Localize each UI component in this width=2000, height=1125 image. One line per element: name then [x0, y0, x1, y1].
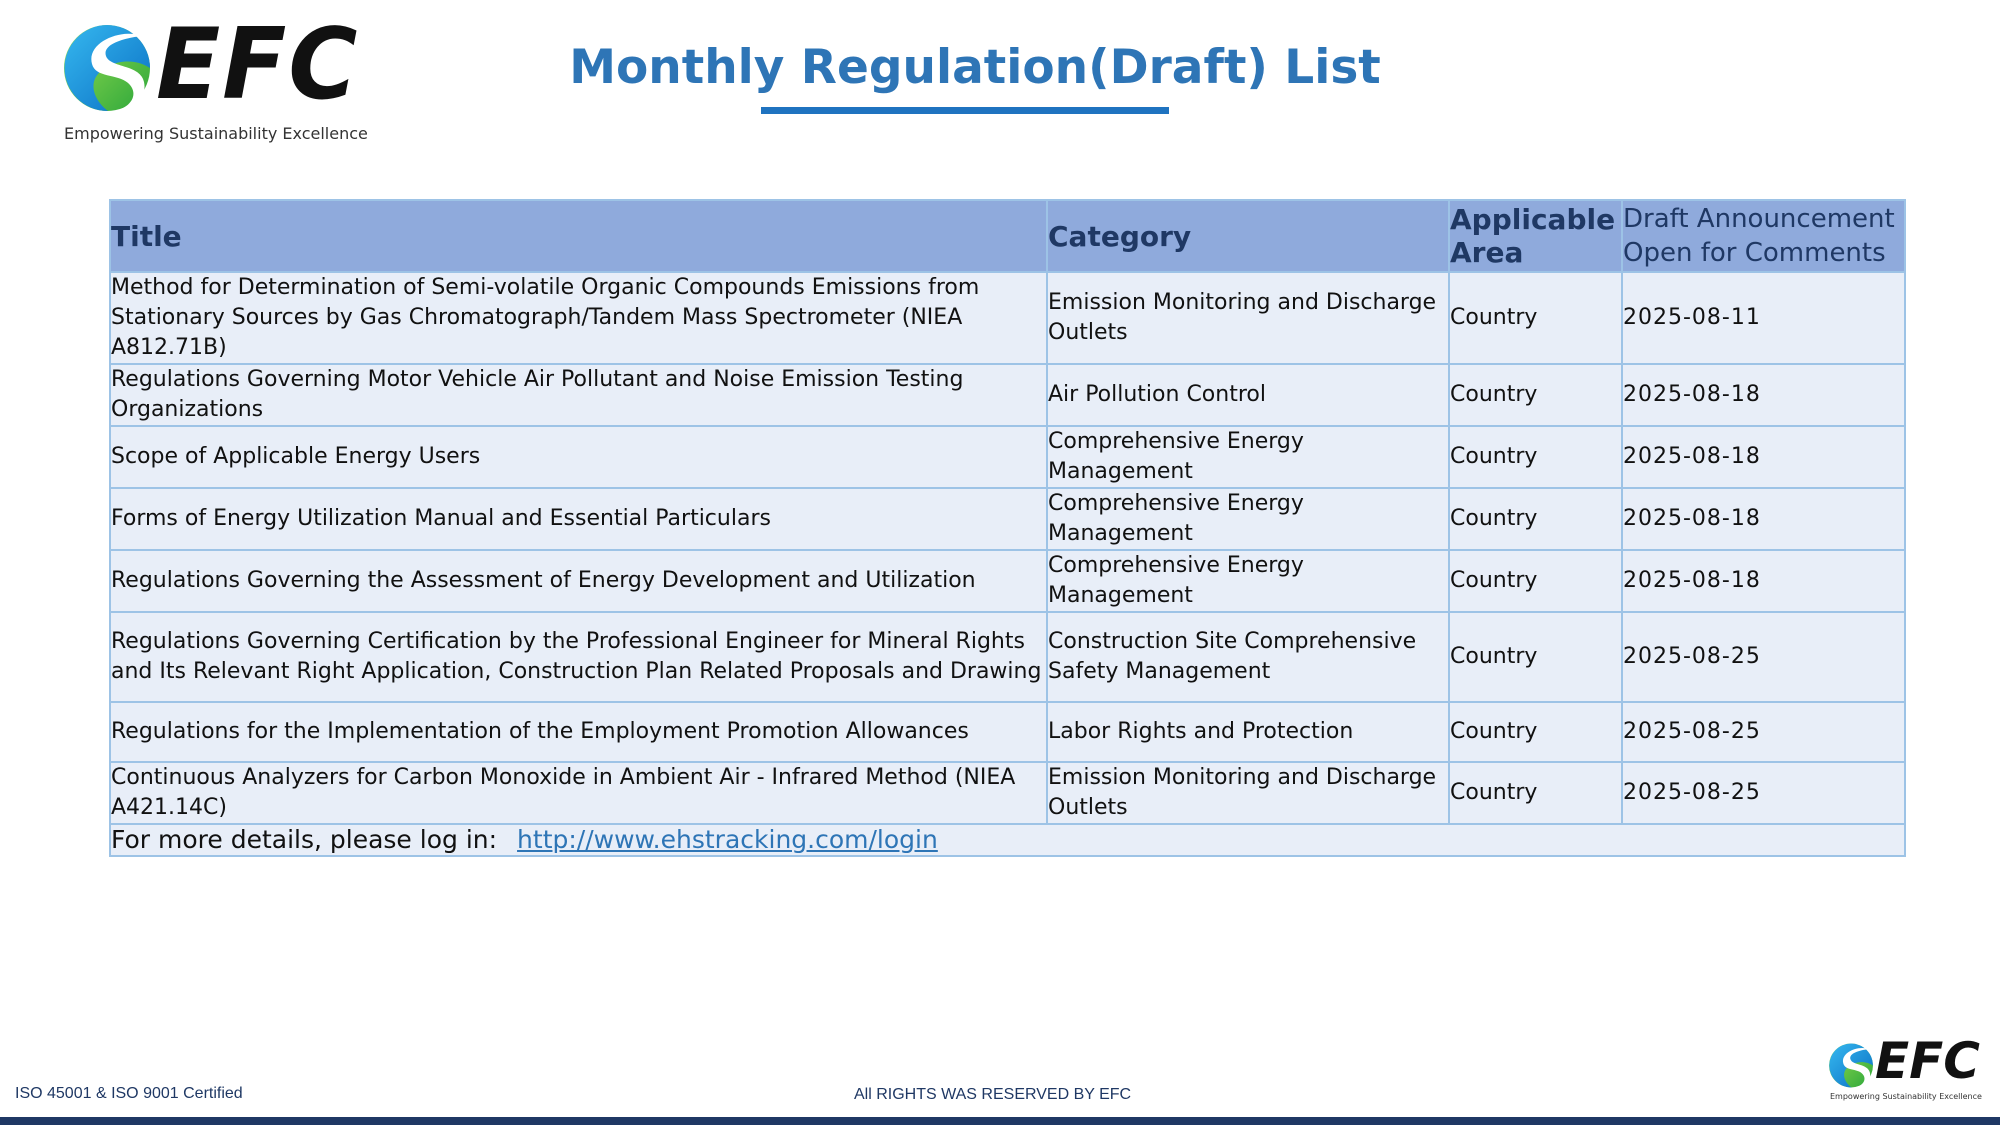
cell-date: 2025-08-25: [1622, 612, 1905, 702]
cell-date: 2025-08-18: [1622, 488, 1905, 550]
certification-text: ISO 45001 & ISO 9001 Certified: [15, 1085, 243, 1102]
cell-title: Regulations for the Implementation of the Employment Promotion Allowances: [110, 702, 1047, 762]
table-row: [110, 426, 1905, 488]
login-link[interactable]: http://www.ehstracking.com/login: [517, 825, 938, 854]
cell-title: Scope of Applicable Energy Users: [110, 426, 1047, 488]
table-row: [110, 272, 1905, 364]
table-row: [110, 702, 1905, 762]
regulation-table: [109, 199, 1906, 857]
cell-area: Country: [1449, 426, 1622, 488]
cell-title: Method for Determination of Semi-volatile Organic Compounds Emissions from Stationary Sources by Gas Chromatograph/Tandem Mass Spectrometer (NIEA A812.71B): [110, 272, 1047, 364]
globe-swoosh-icon: [1828, 1042, 1874, 1089]
logo-tagline: Empowering Sustainability Excellence: [64, 124, 368, 143]
cell-category: Comprehensive Energy Management: [1047, 426, 1449, 488]
table-footer-row: [110, 824, 1905, 856]
rights-text: All RIGHTS WAS RESERVED BY EFC: [854, 1086, 1132, 1103]
efc-logo-small: [1828, 1032, 1988, 1110]
cell-title: Regulations Governing Motor Vehicle Air Pollutant and Noise Emission Testing Organizations: [110, 364, 1047, 426]
cell-category: Emission Monitoring and Discharge Outlets: [1047, 272, 1449, 364]
cell-category: Construction Site Comprehensive Safety Management: [1047, 612, 1449, 702]
title-underline: [761, 107, 1169, 114]
table-row: [110, 612, 1905, 702]
cell-area: Country: [1449, 612, 1622, 702]
column-header-category: Category: [1047, 200, 1449, 272]
column-header-draft: Draft Announcement Open for Comments: [1622, 200, 1905, 272]
column-header-title: Title: [110, 200, 1047, 272]
column-header-area: Applicable Area: [1449, 200, 1622, 272]
cell-area: Country: [1449, 272, 1622, 364]
table-row: [110, 488, 1905, 550]
cell-date: 2025-08-18: [1622, 364, 1905, 426]
cell-area: Country: [1449, 702, 1622, 762]
bottom-bar: [0, 1117, 2000, 1125]
table-row: [110, 550, 1905, 612]
cell-category: Air Pollution Control: [1047, 364, 1449, 426]
cell-area: Country: [1449, 550, 1622, 612]
cell-date: 2025-08-25: [1622, 762, 1905, 824]
cell-date: 2025-08-11: [1622, 272, 1905, 364]
cell-date: 2025-08-25: [1622, 702, 1905, 762]
cell-title: Regulations Governing the Assessment of Energy Development and Utilization: [110, 550, 1047, 612]
table-row: [110, 364, 1905, 426]
cell-date: 2025-08-18: [1622, 550, 1905, 612]
page-title: Monthly Regulation(Draft) List: [569, 40, 1381, 95]
table-row: [110, 762, 1905, 824]
login-note-cell: [110, 824, 1905, 856]
login-note-text: For more details, please log in:: [111, 825, 498, 854]
logo-wordmark: EFC: [156, 8, 360, 122]
cell-title: Regulations Governing Certification by the Professional Engineer for Mineral Rights and Its Relevant Right Application, Construction Plan Related Proposals and Drawing: [110, 612, 1047, 702]
cell-area: Country: [1449, 364, 1622, 426]
table-header-row: [110, 200, 1905, 272]
cell-title: Forms of Energy Utilization Manual and Essential Particulars: [110, 488, 1047, 550]
cell-title: Continuous Analyzers for Carbon Monoxide in Ambient Air - Infrared Method (NIEA A421.14C): [110, 762, 1047, 824]
cell-category: Emission Monitoring and Discharge Outlets: [1047, 762, 1449, 824]
logo-tagline: Empowering Sustainability Excellence: [1830, 1092, 1982, 1101]
cell-category: Comprehensive Energy Management: [1047, 550, 1449, 612]
cell-category: Labor Rights and Protection: [1047, 702, 1449, 762]
logo-wordmark: EFC: [1875, 1032, 1981, 1090]
cell-area: Country: [1449, 762, 1622, 824]
cell-date: 2025-08-18: [1622, 426, 1905, 488]
cell-category: Comprehensive Energy Management: [1047, 488, 1449, 550]
cell-area: Country: [1449, 488, 1622, 550]
